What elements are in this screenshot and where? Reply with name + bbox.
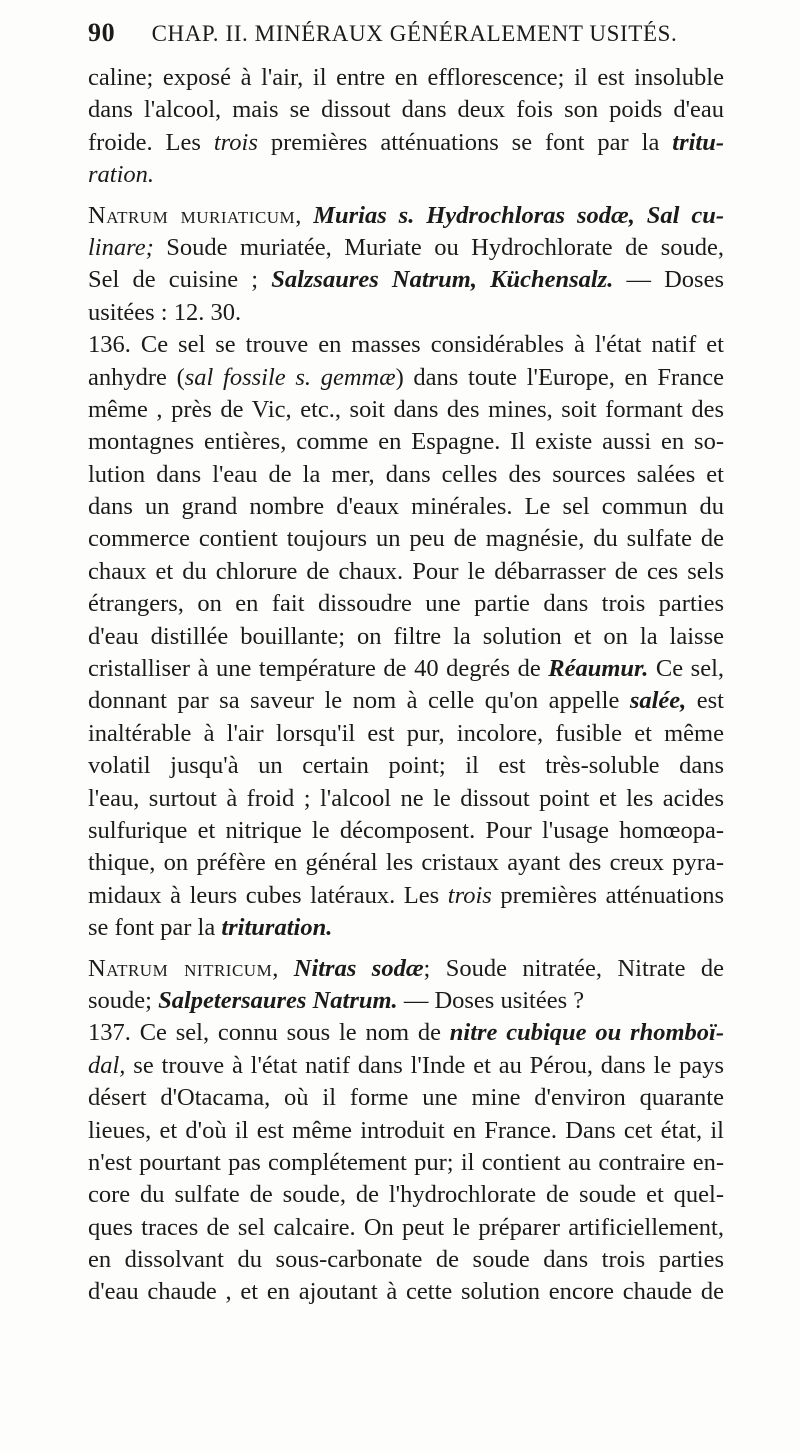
text-line [88,394,724,426]
text-run: ques traces de sel calcaire. On peut le préparer artificiellement, [88,1213,724,1241]
text-run: sulfurique et nitrique le décomposent. Pour l'usage homœopa- [88,816,724,844]
text-run: Ce sel, [648,655,725,683]
text-run: trois [213,128,258,156]
text-run: dal, [88,1051,126,1079]
text-line [88,329,724,361]
text-run: Natrum nitricum [88,954,273,982]
text-run: n'est pourtant pas complétement pur; il contient au contraire en- [88,1148,724,1176]
text-run: Soude muriatée, Muriate ou Hydrochlorate de soude, [153,233,724,261]
text-run: Salpetersaures Natrum. [158,986,398,1014]
text-run: trois [447,881,492,909]
text-run: anhydre ( [88,363,185,391]
text-line [88,491,724,523]
text-run: usitées : 12. 30. [88,298,242,326]
text-line [88,621,724,653]
text-line [88,985,724,1017]
text-run: même , près de Vic, etc., soit dans des mines, soit formant des [88,395,724,423]
text-run: nitre cubique ou rhomboï- [449,1019,724,1047]
text-line [88,264,724,296]
text-run: thique, on préfère en général les cristaux ayant des creux pyra- [88,849,724,877]
text-line [88,653,724,685]
text-line [88,750,724,782]
text-line [88,1244,724,1276]
text-line [88,459,724,491]
text-line [88,159,724,191]
text-run: chaux et du chlorure de chaux. Pour le débarrasser de ces sels [88,557,724,585]
text-line [88,362,724,394]
text-line [88,1082,724,1114]
text-line [88,127,724,159]
text-line [88,232,724,264]
text-line [88,847,724,879]
text-run: midaux à leurs cubes latéraux. Les [88,881,448,909]
text-run: salée, [629,687,687,715]
text-run: Nitras sodæ [293,954,424,982]
text-run: est [686,687,724,715]
text-run: commerce contient toujours un peu de magnésie, du sulfate de [88,525,724,553]
text-line [88,880,724,912]
paragraph-gap [88,945,724,953]
text-run: tritu- [672,128,725,156]
text-run: Salzsaures Natrum, Küchensalz. [271,266,614,294]
text-run: core du sulfate de soude, de l'hydrochlorate de soude et quel- [88,1181,724,1209]
text-line [88,94,724,126]
running-title: CHAP. II. MINÉRAUX GÉNÉRALEMENT USITÉS. [151,21,678,46]
text-run: donnant par sa saveur le nom à celle qu'on appelle [88,687,630,715]
text-run: dans l'alcool, mais se dissout dans deux fois son poids d'eau [88,96,724,124]
text-run: se font par la [88,914,222,942]
text-run: — Doses usitées ? [397,986,585,1014]
text-run: lieues, et d'où il est même introduit en France. Dans cet état, il [88,1116,724,1144]
text-run: dans un grand nombre d'eaux minérales. Le sel commun du [88,493,724,521]
text-run: ) dans toute l'Europe, en France [395,363,724,391]
text-line [88,556,724,588]
text-run: 136. Ce sel se trouve en masses considérables à l'état natif et [88,331,724,359]
text-line [88,62,724,94]
text-run: Murias s. Hydrochloras sodæ, Sal cu- [313,201,725,229]
text-line [88,1212,724,1244]
text-run: — Doses [613,266,724,294]
text-run: lution dans l'eau de la mer, dans celles des sources salées et [88,460,724,488]
text-run: soude; [88,986,159,1014]
text-run: d'eau chaude , et en ajoutant à cette solution encore chaude de [88,1278,724,1306]
text-run: Natrum muriaticum [88,201,296,229]
text-run: Sel de cuisine ; [88,266,272,294]
text-run: se trouve à l'état natif dans l'Inde et au Pérou, dans le pays [125,1051,724,1079]
text-run: froide. Les [88,128,214,156]
text-run: volatil jusqu'à un certain point; il est très-soluble dans [88,752,724,780]
text-line [88,1017,724,1049]
text-line [88,523,724,555]
text-line [88,718,724,750]
text-line [88,1276,724,1308]
text-line [88,815,724,847]
text-line [88,912,724,944]
paragraph-gap [88,192,724,200]
text-run: caline; exposé à l'air, il entre en efflorescence; il est insoluble [88,64,724,91]
text-line [88,297,724,329]
text-run: linare; [88,233,154,261]
text-run: , [272,954,294,982]
text-line [88,1115,724,1147]
text-run: sal fossile s. gemmæ [184,363,396,391]
text-run: l'eau, surtout à froid ; l'alcool ne le dissout point et les acides [88,784,724,812]
text-run: premières atténuations se font par la [257,128,673,156]
text-line [88,200,724,232]
text-line [88,783,724,815]
text-run: Réaumur. [548,655,649,683]
page-number: 90 [88,18,116,47]
text-line [88,1179,724,1211]
text-line [88,685,724,717]
text-run: trituration. [221,914,333,942]
text-line [88,426,724,458]
text-line [88,953,724,985]
text-line [88,588,724,620]
text-run: ; Soude nitratée, Nitrate de [423,954,725,982]
body-text [88,62,724,1309]
text-run: inaltérable à l'air lorsqu'il est pur, incolore, fusible et même [88,719,724,747]
text-run: cristalliser à une température de 40 degrés de [88,655,549,683]
text-run: d'eau distillée bouillante; on filtre la solution et on la laisse [88,622,724,650]
text-run: ration. [88,161,155,189]
text-run: en dissolvant du sous-carbonate de soude dans trois parties [88,1246,724,1274]
text-run: étrangers, on en fait dissoudre une partie dans trois parties [88,590,724,618]
text-run: , [295,201,314,229]
text-line [88,1147,724,1179]
text-run: désert d'Otacama, où il forme une mine d'environ quarante [88,1084,724,1112]
text-run: premières atténuations [491,881,724,909]
text-run: 137. Ce sel, connu sous le nom de [88,1019,450,1047]
running-header [88,18,728,58]
text-line [88,1050,724,1082]
text-run: montagnes entières, comme en Espagne. Il existe aussi en so- [88,428,724,456]
